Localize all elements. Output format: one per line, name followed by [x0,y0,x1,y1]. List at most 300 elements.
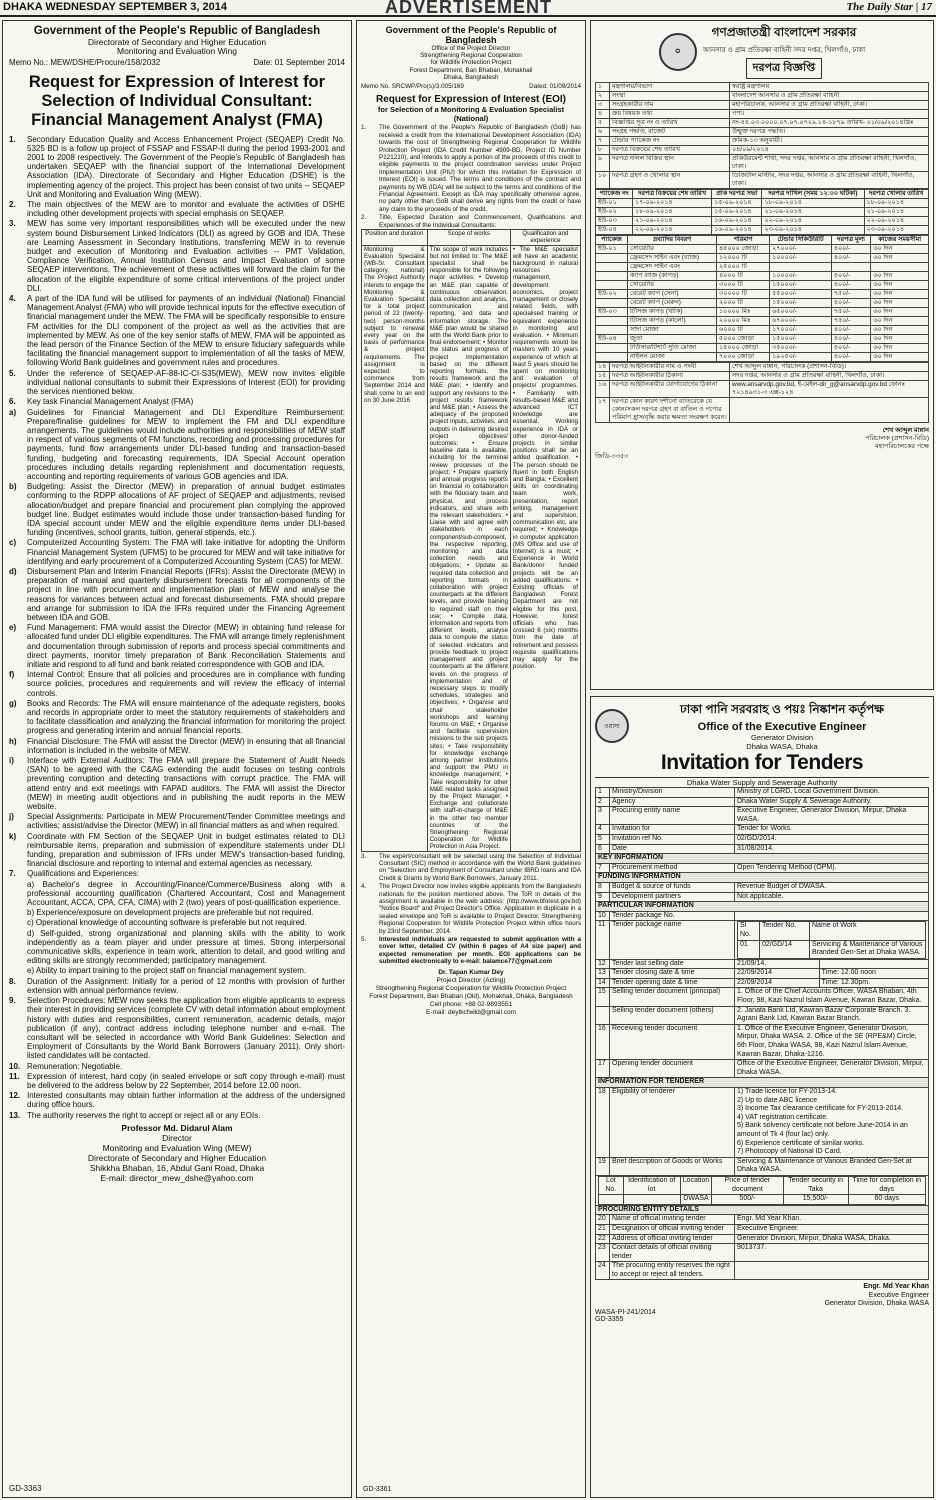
table-cell: ৬০ দিন [871,326,929,335]
ad1-paragraph [9,918,345,927]
para-text: The authority reserves the right to accept or reject all or any EOIs. [27,1110,261,1120]
para-text: Duration of the Assignment: Initially for a period of 12 months with provision of further extension with annual performance review. [27,976,345,995]
para-text: Coordinate with FM Section of the SEQAEP Unit in budget estimates related to DLI reimbursable items, preparation and submission of expenditure statements under DLI funding, preparation and submission of IFRs under MEW's transaction-based funding, financial disclosure and reporting to internal and external agencies as necessary. [27,831,345,869]
table-row [596,1175,929,1205]
table-cell [735,1088,929,1158]
ad1-paragraph [9,294,345,368]
ad1-paragraph [9,369,345,397]
para-number [9,918,23,927]
table-cell: দরপত্র গ্রহণ ও খোলার স্থান [610,172,730,189]
para-number: 13. [9,1110,21,1120]
table-row [596,882,929,892]
ad2-para-4: The Project Director now invites eligible applicants from the Bangladeshi nationals for the position mentioned above. The ToR in details of the assignment is available in the web address: (http://www.bforest.gov.bd) "Notice Board" and Project Director's Office. Application in duplicate in a sealed envelope and ToR is available to Project Director, Strengthening Regional Cooperation for Wildlife Protection Project within office hours by 23rd September, 2014. [379,883,581,935]
para-text: c) Operational knowledge of accounting software is preferable but not required. [27,918,307,928]
para-text: Selection Procedures: MEW now seeks the application from eligible applicants to express their interest in providing services (complete CV with detail information about employment history with duties and responsibilities, current remuneration, academic details, major publication (if any), contract address including telephone number and e-mail. The consultant will be selected in accordance with World Bank Guidelines: Selection and Employment of Consultants by the World Bank Borrowers (January 2011). Only short-listed candidates will be contacted. [27,996,345,1061]
para-number: h) [9,736,17,746]
table-row [596,911,929,921]
table-cell: ১৫০০০/- [770,299,832,308]
signature-line: Forest Department, Ban Bhaban (Old), Mohakhali, Dhaka, Bangladesh [369,992,573,1000]
table-cell: ৬০ দিন [871,308,929,317]
table-cell: টিসিজ কাপড় (খাকি) [628,308,717,317]
table-cell: Procurement method [610,863,735,873]
table-cell: 7 [596,863,610,873]
table-cell: Address of official inviting tender [610,1234,735,1244]
table-row [596,1244,929,1262]
ad2-table [361,229,581,851]
table-row [596,892,929,902]
table-row [596,335,929,344]
table-cell: ২১-০৯-২০১৪ [633,217,712,226]
signature-line: Generator Division, Dhaka WASA [824,1300,929,1308]
table-cell: www.ansarvdp.gov.bd, ই-মেইল-dir_g@ansarvdp.gov.bd ফোনঃ ৭২১৪৯৩১-৩ এক্স-১২৪ [730,381,929,398]
signature-line: Cell phone: +88 02-9893551 [429,1000,513,1008]
table-cell: ১৫-০৯-২০১৪ [712,199,762,208]
ad1-body [9,135,345,1120]
scope-cell: The scope of work includes but not limited to: The M&E specialist shall be responsible for the following major activities: • Develop an M&E plan capable of continuous observation, data collection and analysis, communication and reporting, and data and information storage. The M&E plan would be shared with the World Bank prior to final endorsement; • Monitor the status and progress of project implementation based on the different reporting formats, the results framework and the M&E plan; • Identify and support any revisions to the project results framework and M&E plan; • Assess the adequacy of the proposed project inputs, activities, and outputs in delivering desired project objectives/ outcomes; • Ensure baseline data is available, including for the terminal review processes of the project; • Prepare quarterly and annual progress reports on financial in collaboration with the fiduciary team and physical, and process indicators, and share with the relevant stakeholders; • Liaise with and agree with stakeholders in each component/sub-component, the respective reporting, monitoring and data collection needs and obligations; • Update as required data collection and reporting formats in collaboration with project counterparts at the different levels, and provide training to required staff on their use; • Compile data, information and reports from different levels, analyse data to compute the status of selected indicators and provide feedback to project management and project counterparts at the different levels on the progress of implementation and of necessary steps to modify schedules, strategies and objectives; • Organise and chair stakeholder workshops and learning forums on M&E; • Organise and facilitate supervision missions to the sub projects sites; • Take responsibility for knowledge exchange among partner institutions and support the PMU in knowledge management; • Take responsibility for other M&E related tasks assigned by the Project Manager; • Exchange and collaborate with staff-in-charge of M&E in the other two member countries of the Strengthening Regional Cooperation for Wildlife Protection in Asia Project. [427,245,510,851]
table-cell: ১৬-০৯-২০১৪ [712,217,762,226]
th: Tender No. [760,922,810,940]
table-cell: Selling tender document (others) [610,1006,735,1024]
table-row [596,146,929,155]
para-number: d) [9,566,17,576]
table-cell: Time: 12.00 noon [819,969,928,979]
table-cell: Tender last selling date [610,959,735,969]
table-cell: ৪০০/- [831,299,871,308]
table-row [596,381,929,398]
table-cell: বেরেট ক্যাপ (মেরুন) [628,299,717,308]
eligibility-item: 1) Trade licence for FY-2013-14. [737,1088,838,1095]
table-cell: ৬০ দিন [871,353,929,362]
table-cell: Name of official inviting tender [610,1215,735,1225]
table-cell: 17 [596,1060,610,1078]
ad1-paragraph [9,812,345,830]
table-cell: মন্ত্রণালয়/বিভাগ [610,83,730,92]
table-cell [596,299,628,308]
table-cell: ডিজিটাল মাস্টার, সদর দপ্তর, আনসার ও গ্রাম প্রতিরক্ষা বাহিনী, খিলগাঁও, ঢাকা। [730,172,929,189]
ad1-paragraph [9,1111,345,1120]
signature-line: Professor Md. Didarul Alam [121,1122,233,1133]
para-text: b) Experience/exposure on development projects are preferable but not required. [27,908,314,918]
table-row [596,101,929,110]
table-cell: 16 [596,1024,610,1059]
table-cell: Ministry/Division [610,788,735,798]
table-header: দরপত্র খোলার তারিখ [864,190,928,199]
table-cell [596,344,628,353]
eligibility-item: 5) Bank solvency certificate not before June-2014 in an amount of Tk 4 (four lac) only. [737,1122,908,1138]
table-cell [596,281,628,290]
para-number: g) [9,698,17,708]
ad2-code: GD-3361 [363,1485,392,1493]
table-row [596,155,929,172]
table-cell [871,263,929,272]
table-cell: ১৮-০৯-২০১৪ [762,199,864,208]
ad1-paragraph [9,996,345,1060]
table-cell: Executive Engineer. [735,1224,929,1234]
ad2-signature [361,969,581,1017]
masthead: The Daily Star | 17 [846,1,932,13]
ad3-schedule-table [595,189,929,235]
table-cell: 22 [596,1234,610,1244]
table-cell: ৬০ দিন [871,254,929,263]
table-cell: সংস্থা [610,92,730,101]
office-line: for Wildlife Protection Project [430,59,512,67]
table-cell: ১০ [596,172,610,189]
ad1-paragraph [9,1062,345,1071]
table-row [596,199,929,208]
ad1-paragraph [9,1091,345,1109]
para-number: f) [9,670,15,680]
ad4-place: Dhaka WASA, Dhaka [746,742,818,751]
ad3-code: জিডি-৩৩৫৩ [595,453,629,460]
table-cell: ৭৫০/- [831,317,871,326]
para-text: Under the reference of SEQAEP-AF-88-IC-CI-S35(MEW), MEW now invites eligible individual national consultants to submit their Expressions of Interest (EOI) for providing the services mentioned below. [27,368,345,397]
signature-line: শেখ আব্দুল মান্নান [882,427,929,434]
table-row [596,1088,929,1158]
ad1-paragraph [9,482,345,537]
table-row [596,844,929,854]
table-cell: ৩০০০০ টি [717,290,770,299]
table-cell: ৪০০/- [831,272,871,281]
table-cell: বেরেট ক্যাপ (সেনা) [628,290,717,299]
signature-line: Shikkha Bhaban, 16, Abdul Gani Road, Dhaka [89,1162,265,1173]
table-header: দরপত্র মূল্য [831,236,871,245]
table-row [596,825,929,835]
table-cell: Time: 12.30pm. [819,978,928,988]
table-header: প্যাকেজ [596,236,628,245]
table-cell: Tender opening date & time [610,978,735,988]
table-cell: ক্রয় বিষয়ক তথ্য [610,110,730,119]
table-cell: টিসিজ কাপড় (কালো) [628,317,717,326]
para-number [9,929,23,966]
para-text: Key task Financial Management Analyst (FMA) [27,397,194,407]
table-cell: 9013737. [735,1244,929,1262]
table-cell: 13 [596,969,610,979]
para-number: i) [9,756,14,766]
table-row [596,1234,929,1244]
ad2-memo: Memo No. SRCWP/Pro(s)/3.005/169 [361,83,464,91]
ad4-division: Generator Division [750,733,814,742]
table-cell: Servicing & Maintenance of Various Branded Gen-Set at Dhaka WASA. [735,1157,929,1175]
table-cell: ইউ-০৩ [596,308,628,317]
table-row [596,1157,929,1175]
ad2-org: Government of the People's Republic of Bangladesh [385,25,557,45]
table-cell: ৩৫০০০/- [770,344,832,353]
cell: 60 days [848,1195,925,1205]
table-cell: 9 [596,892,610,902]
table-cell: Eligibility of tenderer [610,1088,735,1158]
table-row [596,254,929,263]
table-cell: বাংলাদেশ আনসার ও গ্রাম প্রতিরক্ষা বাহিনী [730,92,929,101]
table-cell: দরপত্র আহ্বানকারীর ঠিকানা [610,372,730,381]
table-cell: 20 [596,1215,610,1225]
table-cell: ৪ [596,110,610,119]
table-row [596,119,929,128]
para-number: b) [9,482,17,492]
section-heading: INFORMATION FOR TENDERER [596,1078,929,1088]
para-text: The main objectives of the MEW are to monitor and evaluate the activities of DSHE including other development projects with special emphasis on SEQAEP. [27,200,345,219]
office-line: Dhaka, Bangladesh [443,73,499,81]
table-cell: 18 [596,1088,610,1158]
table-cell: Ministry of LGRD, Local Government Division. [735,788,929,798]
table-cell [735,1262,929,1280]
table-cell: ৭৫০/- [831,308,871,317]
ad1-paragraph [9,756,345,811]
table-cell: ১২০০০ টি [717,254,770,263]
table-cell: ৬০ দিন [871,272,929,281]
para-number: 5. [9,368,16,378]
para-text: Fund Management: FMA would assist the Director (MEW) in obtaining fund release for allocated fund under DLI eligible expenditures. The FMA will arrange timely replenishment and documentation through submission of reports and process special commitments and direct payments, monitor timely preparation of Bank Reconciliation Statements and initiate and respond to all fund and bank related correspondence with GOB and IDA. [27,623,345,669]
table-cell: 8 [596,882,610,892]
table-cell: 3 [596,807,610,825]
table-cell: ফ্রেমসেদ সাইন এবং (ব্যাজ) [628,254,717,263]
table-cell: দরপত্র আহ্বানকারীর নাম ও পদবী [610,363,730,372]
qualification-cell: • The M&E specialist will have an academic background in natural resources management, development economics, project management or closely related fields, with specialised training or equivalent experience in monitoring and evaluation. • Minimum requirements would be masters with 10 years experience of which at least 5 years should be spent on monitoring and evaluation of projects/ programmes. • Familiarity with results-based M&E and advanced ICT knowledge are essential. Working experience in IDA or other donor-funded projects in similar positions shall be an added qualification. • The person should be fluent in both English and Bangla; • Excellent skills on coordinating team work, presentation, report writing, management and supervision, communication etc. are required; • Knowledge in computer application (MS Office and use of Internet) is a must; • Experience in World Bank/donor funded projects will be an added qualifications; • Existing officials of Bangladesh Forest Department are not eligible for this post. However, forest officials who has crossed 6 (six) months from the date of retirement and possess requisite qualifications may apply for the position. [510,245,580,851]
table-cell: Dhaka Water Supply & Sewerage Authority. [735,797,929,807]
para-number: 11. [9,1071,20,1081]
table-row [596,959,929,969]
para-number: 12. [9,1091,21,1101]
ad1-code: GD-3363 [9,1483,42,1493]
para-text: Budgeting: Assist the Director (MEW) in preparation of annual budget estimates conforming to the RDPP allocations of AF project of SEQAEP and adjustments, revised allocation/budget and prepare financial and procurement plan complying the approved budget line. Budget estimates would include those under transaction-based funding for IDA special account under MEW and the eligible expenditure items under DLI-based funding (incentives, school grants, tuition, general stipends, etc.). [27,482,345,538]
th: Location [680,1176,711,1194]
table-cell: ১৪ [596,363,610,372]
table-cell: ৫০০০ জোড়া [717,335,770,344]
ad4-table [595,787,929,1280]
para-number: 8. [9,976,16,986]
table-cell: 15 [596,988,610,1006]
section-row [596,873,929,883]
para-number [9,880,23,908]
table-cell: সংগ্রহ পদ্ধতি, বাজেট [610,128,730,137]
ad4-title: Invitation for Tenders [660,751,864,774]
table-cell: ৬০ দিন [871,344,929,353]
ad1-wing: Monitoring and Evaluation Wing [116,46,237,57]
table-cell: Tender for Works. [735,825,929,835]
table-cell: Not applicable. [735,892,929,902]
table-cell: ০৪/০৯/২০১৪ [730,146,929,155]
table-cell: ৪০০/- [831,254,871,263]
table-cell: ৪০০/- [831,353,871,362]
table-header: পরিমাণ [717,236,770,245]
table-row [596,1006,929,1024]
cell: DWASA [680,1195,711,1205]
table-cell: দরপত্র দলিল বিক্রির স্থান [610,155,730,172]
table-cell: 02/GD/2014. [735,834,929,844]
table-cell: দরপত্র আহ্বানকারীর যোগাযোগের ঠিকানা [610,381,730,398]
table-row [596,217,929,226]
ad1-paragraph [9,832,345,869]
ad1-date: Date: 01 September 2014 [253,58,345,68]
para-number: a) [9,407,17,417]
table-row [596,797,929,807]
table-cell: 4 [596,825,610,835]
table-cell [596,254,628,263]
table-cell: ৯ [596,155,610,172]
para-text: Interface with External Auditors: The FMA will prepare the Statement of Audit Needs (SAN) to be agreed with the C&AG extending the audit focuses on testing controls preventing corruption and detecting transactions with corrupt practice. The FMA will attend entry and exit meetings with FAPAD auditors. The FMA will assist the Director (MEW) in meeting audit objections and in publishing the audit reports in the MEW website. [27,756,345,812]
para-number: 3. [9,219,16,229]
table-cell: নাইলন মোজা [628,353,717,362]
ad1-signature [9,1123,345,1183]
para-number: 9. [9,996,16,1006]
table-cell: 6 [596,844,610,854]
ad2-subtitle: for Selection of a Monitoring & Evaluation Specialist (National) [377,105,565,123]
table-cell: ৭০০০ জোড়া [717,353,770,362]
table-cell: ৫ [596,119,610,128]
table-cell: নং-৪৪.০৩.০০০০.০৭.০৭.০৭২৯.১৪-১৮৭৯ তারিখ- ০১/০৯/২০১৪খ্রিঃ [730,119,929,128]
table-cell: ৪৫০০০ জোড়া [717,245,770,254]
th: Position and duration [362,230,428,245]
para-text: MEW has some very important responsibilities which will be executed under the new system bound Disbursement Linked Indicators (DLI) as agreed by GOB and IDA. These are Learning Assessment in Secondary Institutions, transferring MEW in to revenue budget and execution of Monitoring and Evaluation activities -- PMT Validation, Compliance Verification, Annual Institution Census and Impact Evaluation of some SEQAEP interventions. The achievement of these activities will forward the claim for the allocation of the eligible expenditure of some critical interventions of the project under DLI. [27,219,345,293]
ad2-para-5: Interested individuals are requested to submit application with a cover letter, detailed CV (within 6 pages of A4 size paper) and expected remuneration per month. EOI applications can be submitted electronically to e-mail: balamce77@gmail.com [379,936,581,966]
table-cell: Open Tendering Method (OPM). [735,863,929,873]
table-cell: ইউ-০৩ [596,217,633,226]
table-cell: ২০০০০ মিঃ [717,317,770,326]
table-cell: ৬৭০০০/- [770,317,832,326]
ad2-office [361,45,581,81]
ad3-tail-table [595,362,929,423]
signature-line: Dr. Tapan Kumar Dey [438,968,504,976]
table-row [596,834,929,844]
table-cell: 24 [596,1262,610,1280]
ad1-paragraph [9,567,345,622]
table-header-row [596,190,929,199]
table-cell: ৪০০/- [831,245,871,254]
table-row [596,128,929,137]
ad2-title: Request for Expression of Interest (EOI) [375,94,567,106]
table-cell: ৪০০/- [831,335,871,344]
table-cell: বিজ্ঞপ্তির সূত্র নং ও তারিখ [610,119,730,128]
table-cell: Agency [610,797,735,807]
table-cell: 14 [596,978,610,988]
dateline: DHAKA WEDNESDAY SEPTEMBER 3, 2014 [3,1,227,13]
table-header: দরপত্র বিক্রয়ের শেষ তারিখ [633,190,712,199]
signature-line: E-mail: deytkcfwild@gmail.com [425,1008,517,1016]
table-cell: ১৬ [596,381,610,398]
th: Scope of works [427,230,510,245]
package-cell [735,921,929,959]
ad4-bn-title: ঢাকা পানি সরবরাহ ও পয়ঃ নিষ্কাশন কর্তৃপক্ষ [679,702,885,716]
table-cell: 22/09/2014 [735,969,820,979]
para-text: d) Self-guided, strong organizational and planning skills with the ability to work independently as a team player and under pressure at times. Strong interpersonal communicative skills, experience in team work, attention to detail, and good writing and editing skills are strongly recommended; participatory management. [27,928,345,966]
eligibility-item: 2) Up to date ABC licence [737,1096,818,1104]
ad4-code: GD-3355 [595,1315,624,1323]
table-cell: 1. Office of the Chief Accounts Officer, WASA Bhaban, 4th Floor, 98, Kazi Nazrul Islam Avenue, Kawran Bazar, Dhaka. [735,988,929,1006]
cell: Servicing & Maintenance of Various Branded Gen-Set at Dhaka WASA. [810,940,926,958]
ad2-para-1: The Government of the People's Republic of Bangladesh (GoB) has received a credit from the International Development Association (IDA) towards the cost of Strengthening Regional Cooperation for Wildlife Protection Project (IDA Credit Number 4909-BD, Project ID Number P121210), and intends to apply a portion of the proceeds of this credit to eligible payments to the project coordination services under Project Implementation Unit (PIU) for which this invitation for Expression of Interest (EOI) is issued. The terms and conditions of the contract and payments by WB (IDA) will be subject to the terms and conditions of the Financial Agreement. Except as IDA may specifically otherwise agree, no party other than GoB shall derive any rights from the credit or have any claim to the proceeds of the credit. [379,124,581,213]
table-cell: ২২-০৯-২০১৪ [762,217,864,226]
table-cell [596,317,628,326]
para-number: k) [9,831,17,841]
th: Tender security in Taka [783,1176,848,1194]
eligibility-item: 3) Income Tax clearance certificate for FY-2013-2014. [737,1105,904,1113]
table-cell: ক্রমিক-১৩ অনুযায়ী। [730,137,929,146]
table-row [596,137,929,146]
table-row [596,263,929,272]
table-row [596,398,929,423]
table-cell: স্বরাষ্ট্র মন্ত্রণালয় [730,83,929,92]
para-number: e) [9,623,17,633]
table-row [596,290,929,299]
table-cell: ৬০ দিন [871,317,929,326]
office-line: Strengthening Regional Cooperation [420,52,522,60]
table-cell: ৮ [596,146,610,155]
table-cell: ১৫০০০ জোড়া [717,344,770,353]
table-cell [596,1006,610,1024]
table-cell: সোয়েটার [628,245,717,254]
ad1-paragraph [9,737,345,755]
table-cell: ১৫-০৯-২০১৪ [712,208,762,217]
table-cell: Budget & source of funds [610,882,735,892]
table-cell [596,272,628,281]
cell [623,1195,680,1205]
th: Time for completion in days [848,1176,925,1194]
table-cell: ১৫০০০/- [770,335,832,344]
th: Identification of lot [623,1176,680,1194]
section-row [596,1205,929,1215]
position-cell: Monitoring & Evaluation Specialist (WB-Sr. Consultant category, national) The Project Authority intends to engage the Monitoring & Evaluation Specialist for a total project period of 22 (twenty-two) person-months subject to renewal every year on the basis of performance & project requirements. The assignment is expected to commence from September 2014 and shall come to an end on 30 June 2016 [362,245,428,851]
table-cell: ফ্রেমসেদ সাইন এবং [628,263,717,272]
ad4-office: Office of the Executive Engineer [697,721,867,733]
ad1-memo: Memo No.: MEW/DSHE/Procure/158/2032 [9,58,161,68]
table-row [596,308,929,317]
table-cell: ইউ-০২ [596,208,633,217]
ad2-para-2: Title, Expected Duration and Commencement, Qualifications and Experiences of the Individual Consultants: [379,214,581,229]
table-cell: Generator Division, Mirpur, Dhaka WASA, Dhaka. [735,1234,929,1244]
table-row [596,92,929,101]
para-text: Expression of interest, hard copy (in sealed envelope or soft copy through e-mail) must be delivered to the address below by 22 September, 2014 before 12.00 noon. [27,1071,345,1090]
table-cell [596,353,628,362]
table-cell: Invitation ref No. [610,834,735,844]
office-line: Forest Department, Ban Bhaban, Mohakhali [409,66,533,74]
para-text: e) Ability to impart training to the project staff on financial management system. [27,966,307,976]
ad1-paragraph [9,135,345,199]
table-row [596,788,929,798]
signature-line: মহাপরিচালকের পক্ষে [875,443,929,450]
section-heading: KEY INFORMATION [596,854,929,864]
para-number: 4. [9,294,16,304]
table-row [596,988,929,1006]
table-cell: পণ্য। [730,110,929,119]
ad1-paragraph [9,880,345,908]
table-cell: ৬০ দিন [871,335,929,344]
table-cell: 5 [596,834,610,844]
table-row [596,272,929,281]
table-cell: ২ [596,92,610,101]
section-row [596,854,929,864]
table-cell: ২৩-০৯-২০১৪ [864,226,928,235]
table-cell: Contact details of official inviting tender [610,1244,735,1262]
table-cell: ৫৫০০০/- [770,290,832,299]
table-cell: ১০০০০ মিঃ [717,308,770,317]
para-text: Computerized Accounting System: The FMA will take initiative for adopting the Uniform Financial Management System (UFMS) to be procured for MEW and will take initiative for identifying and early procurement of a Computerized Accounting System (CAS) for MEW. [27,538,345,566]
table-cell: ১৭-০৯-২০১৪ [633,199,712,208]
table-row [596,978,929,988]
ad1-paragraph [9,623,345,669]
ad3-items-table [595,235,929,362]
table-cell: Tender closing date & time [610,969,735,979]
table-cell: Tender package No. [610,911,735,921]
table-row [596,353,929,362]
page-header [0,0,936,17]
lot-cell [596,1175,929,1205]
signature-line: Project Director (Acting) [436,976,506,984]
ad3-sub: আনসার ও গ্রাম প্রতিরক্ষা বাহিনী সদর দপ্তর, খিলগাঁও, ঢাকা [702,47,866,54]
table-cell: ইউ-০৪ [596,226,633,235]
table-cell: মহাপরিচালক, আনসার ও গ্রাম প্রতিরক্ষা বাহিনী, ঢাকা। [730,101,929,110]
table-cell: Opening tender document [610,1060,735,1078]
signature-line: পরিচালক (প্রশাসন-বিডি) [865,435,929,442]
ad1-directorate: Directorate of Secondary and Higher Education [87,37,267,47]
